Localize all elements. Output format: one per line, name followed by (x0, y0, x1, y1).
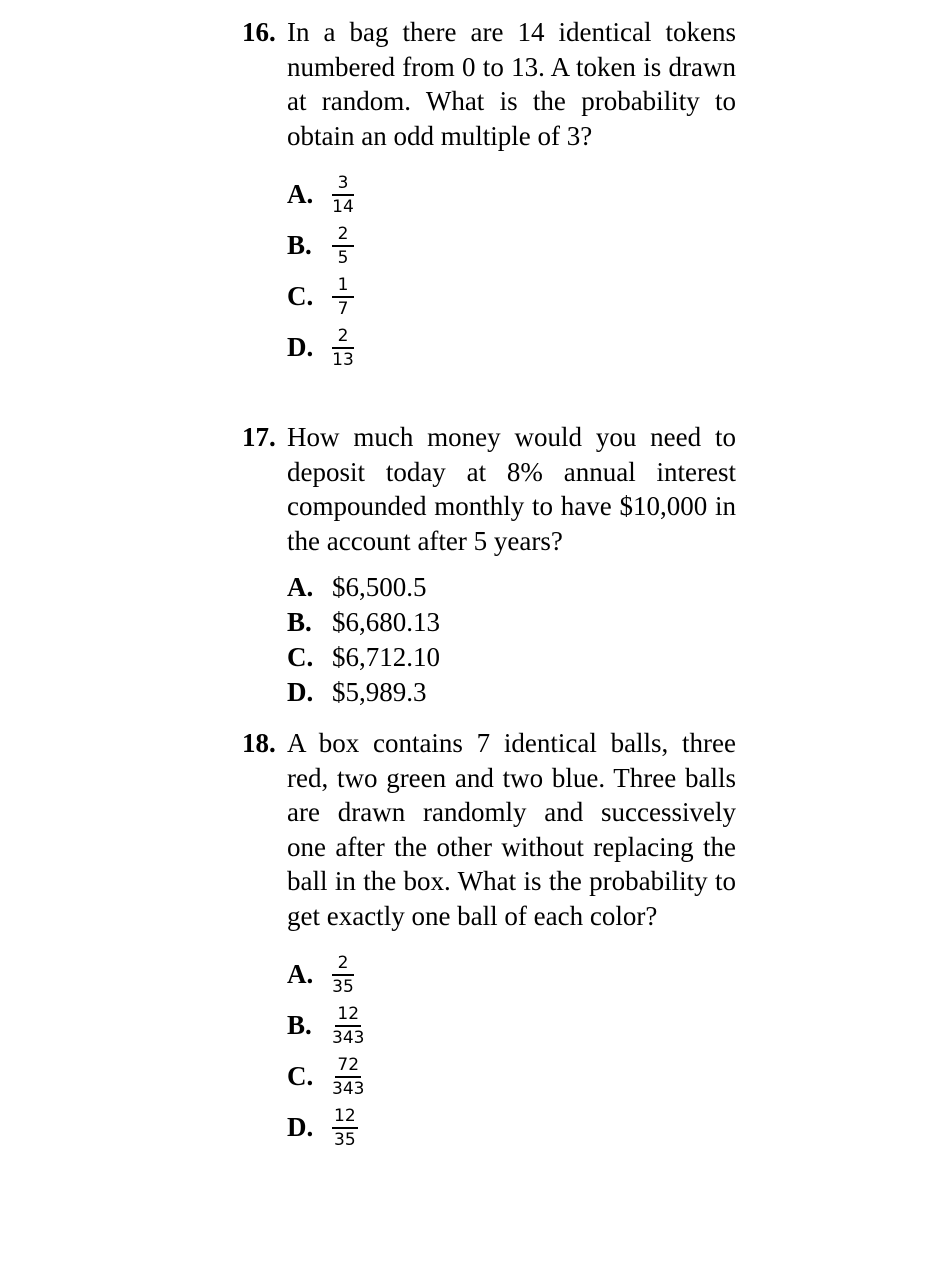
denominator: 7 (337, 298, 349, 319)
numerator: 1 (332, 276, 354, 298)
option-b[interactable] (287, 605, 736, 640)
option-letter: A. (287, 959, 314, 989)
fraction (332, 174, 354, 216)
denominator: 14 (332, 196, 354, 217)
numerator: 2 (332, 954, 354, 976)
numerator: 2 (332, 327, 354, 349)
denominator: 343 (332, 1078, 365, 1099)
option-c[interactable] (287, 271, 736, 322)
fraction (332, 276, 354, 318)
question-number: 17. (242, 422, 276, 452)
question-17 (242, 420, 736, 710)
option-letter: C. (287, 642, 314, 672)
option-letter: B. (287, 1010, 312, 1040)
option-b[interactable] (287, 1000, 736, 1051)
fraction (332, 225, 354, 267)
numerator: 12 (335, 1005, 361, 1027)
denominator: 343 (332, 1027, 365, 1048)
fraction (332, 327, 354, 369)
fraction (332, 1005, 364, 1047)
question-stem (242, 15, 736, 153)
option-d[interactable] (287, 675, 736, 710)
question-number: 16. (242, 17, 276, 47)
fraction (332, 1107, 358, 1149)
denominator: 5 (337, 247, 349, 268)
denominator: 35 (334, 1129, 356, 1150)
option-d[interactable] (287, 1102, 736, 1153)
option-letter: D. (287, 332, 314, 362)
question-stem (242, 420, 736, 558)
option-letter: D. (287, 677, 314, 707)
question-text: A box contains 7 identical balls, three red, two green and two blue. Three balls are drawn randomly and successively one after the other without replacing the ball in the box. What is the probability to get exactly one ball of each color? (287, 728, 736, 931)
denominator: 35 (332, 976, 354, 997)
option-letter: B. (287, 607, 312, 637)
option-a[interactable] (287, 169, 736, 220)
question-text: How much money would you need to deposit today at 8% annual interest compounded monthly to have $10,000 in the account after 5 years? (287, 422, 736, 556)
option-d[interactable] (287, 322, 736, 373)
numerator: 72 (335, 1056, 361, 1078)
denominator: 13 (332, 349, 354, 370)
question-18 (242, 726, 736, 1153)
option-letter: A. (287, 179, 314, 209)
numerator: 12 (332, 1107, 358, 1129)
option-letter: C. (287, 281, 314, 311)
option-c[interactable] (287, 1051, 736, 1102)
option-b[interactable] (287, 220, 736, 271)
answer-options (287, 949, 736, 1153)
answer-options (287, 570, 736, 710)
option-value: $6,680.13 (332, 607, 440, 637)
fraction (332, 954, 354, 996)
numerator: 2 (332, 225, 354, 247)
option-c[interactable] (287, 640, 736, 675)
option-a[interactable] (287, 949, 736, 1000)
option-a[interactable] (287, 570, 736, 605)
option-value: $6,500.5 (332, 572, 427, 602)
option-letter: C. (287, 1061, 314, 1091)
option-letter: D. (287, 1112, 314, 1142)
question-number: 18. (242, 728, 276, 758)
fraction (332, 1056, 364, 1098)
answer-options (287, 169, 736, 373)
option-value: $6,712.10 (332, 642, 440, 672)
question-stem (242, 726, 736, 933)
option-value: $5,989.3 (332, 677, 427, 707)
option-letter: A. (287, 572, 314, 602)
question-text: In a bag there are 14 identical tokens numbered from 0 to 13. A token is drawn at random. What is the probability to obtain an odd multiple of 3? (287, 17, 736, 151)
option-letter: B. (287, 230, 312, 260)
question-16 (242, 15, 736, 373)
numerator: 3 (332, 174, 354, 196)
